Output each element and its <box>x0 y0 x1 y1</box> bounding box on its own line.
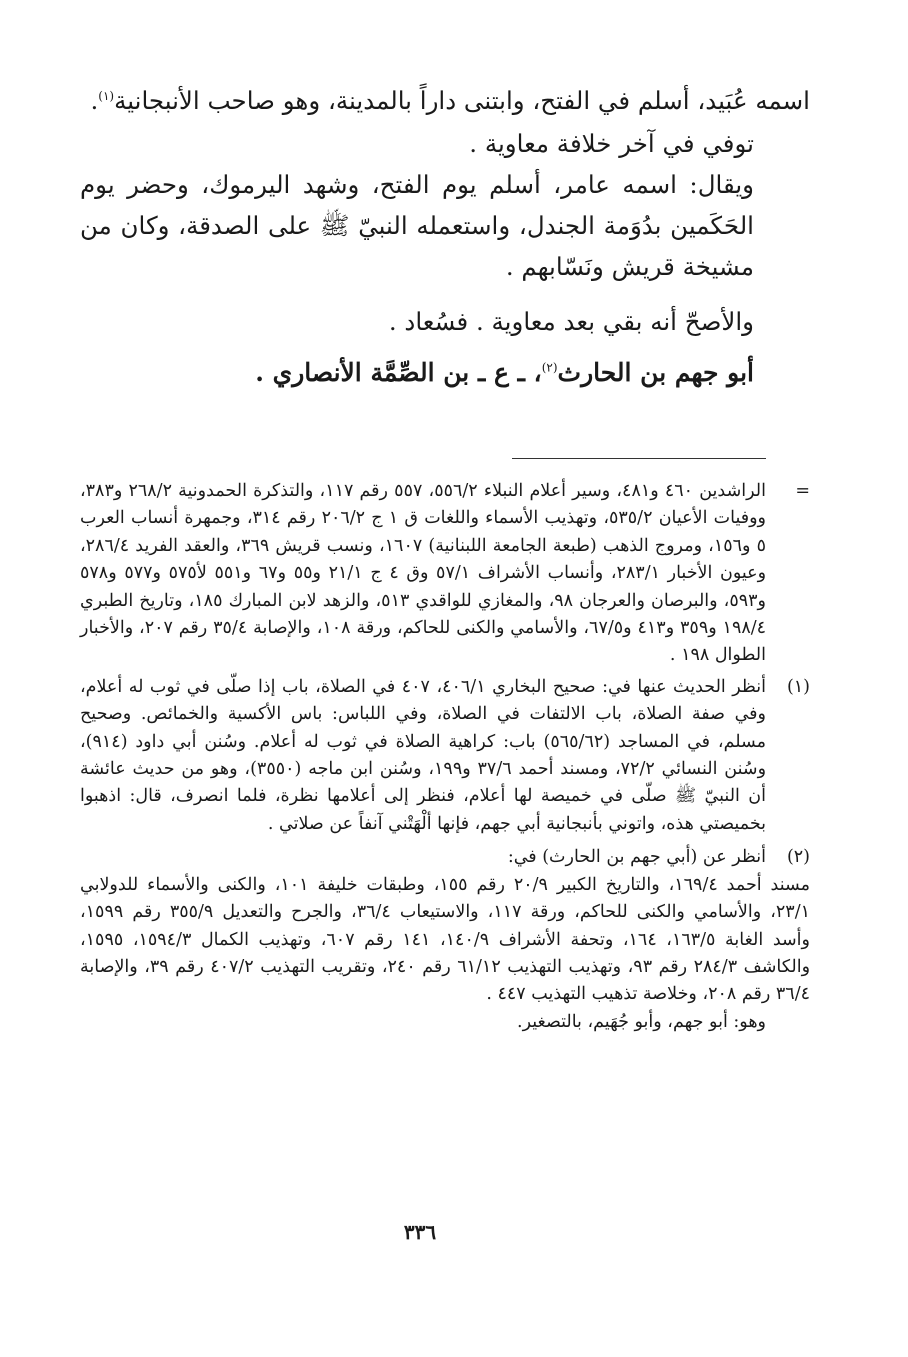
entry-heading-name: أبو جهم بن الحارث <box>557 358 754 387</box>
entry-heading <box>80 352 810 393</box>
paragraph-death: توفي في آخر خلافة معاوية . <box>469 129 754 158</box>
page-number: ٣٣٦ <box>403 1220 437 1244</box>
footnote-2-marker: (٢) <box>786 847 810 868</box>
footnote-continuation-marker: = <box>795 481 810 501</box>
footnote-continuation-text: الراشدين ٤٦٠ و٤٨١، وسير أعلام النبلاء ٥٥٦/٢، ٥٥٧ رقم ١١٧، والتذكرة الحمدونية ٢٦٨/٢ و٣٨٣، ووفيات الأعيان ٥٣٥/٢، وتهذيب الأسماء واللغات ق ١ ج ٢٠٦/٢ رقم ٣١٤، وجمهرة أنساب العرب ٥ و١٥٦، ومروج الذهب (طبعة الجامعة اللبنانية) ١٦٠٧، ونسب قريش ٣٦٩، والعقد الفريد ٢٨٦/٤، وعيون الأخبار ٢٨٣/١، وأنساب الأشراف ٥٧/١ وق ٤ ج ٢١/١ و٥٥ و٦٧ و٥٥١ لأ٥٧٥ و٥٧٧ و٥٧٨ و٥٩٣، والبرصان والعرجان ٩٨، والمغازي للواقدي ٥١٣، والزهد لابن المبارك ١٨٥، وتاريخ الطبري ١٩٨/٤ و٣٥٩ و٤١٣ و٦٧/٥، والأسامي والكنى للحاكم، ورقة ١٠٨، والإصابة ٣٥/٤ رقم ٢٠٧، والأخبار الطوال ١٩٨ . <box>80 481 767 666</box>
main-text <box>80 80 810 393</box>
footnote-ref-2[interactable]: (٢) <box>541 360 558 375</box>
footnotes <box>80 478 810 1036</box>
footnote-2 <box>80 844 810 1036</box>
footnote-1-text: أنظر الحديث عنها في: صحيح البخاري ٤٠٦/١، ٤٠٧ في الصلاة، باب إذا صلّى في ثوب له أعلام، وفي صفة الصلاة، باب الالتفات في الصلاة، وفي اللباس: باس الأكسية والخمائص. وصحيح مسلم، في المساجد (٥٦٥/٦٢) باب: كراهية الصلاة في ثوب له أعلام. وسُنن أبي داود (٩١٤)، وسُنن النسائي ٧٢/٢، ومسند أحمد ٣٧/٦ و١٩٩، وسُنن ابن ماجه (٣٥٥٠)، وهو من حديث عائشة أن النبيّ ﷺ صلّى في خميصة لها أعلام، فنظر إلى أعلامها نظرة، فلما انصرف، قال: اذهبوا بخميصتي هذه، واتوني بأنبجانية أبي جهم، فإنها ألْهَتْني آنفاً عن صلاتي . <box>80 676 767 834</box>
paragraph-amir: ويقال: اسمه عامر، أسلم يوم الفتح، وشهد اليرموك، وحضر يوم الحَكَمين بدُوَمة الجندل، واستعمله النبيّ ﷺ على الصدقة، وكان من مشيخة قريش ونَسّابهم . <box>80 170 754 281</box>
footnote-2-extra: وهو: أبو جهم، وأبو جُهَيم، بالتصغير. <box>517 1011 766 1032</box>
footnote-continuation <box>80 478 810 670</box>
footnote-2-intro: أنظر عن (أبي جهم بن الحارث) في: <box>507 847 766 868</box>
footnote-divider <box>512 458 766 459</box>
entry-heading-rest: بن الصِّمَّة الأنصاري . <box>255 358 470 387</box>
footnote-1 <box>80 674 810 838</box>
paragraph-ubayd <box>80 80 810 121</box>
paragraph-ubayd-end: . <box>90 86 99 115</box>
paragraph-correct-view: والأصحّ أنه بقي بعد معاوية . فسُعاد . <box>388 307 754 336</box>
footnote-1-marker: (١) <box>786 676 810 697</box>
footnote-ref-1[interactable]: (١) <box>98 88 115 103</box>
entry-heading-separator: ، ـ ع ـ <box>469 358 542 387</box>
paragraph-ubayd-text: اسمه عُبَيد، أسلم في الفتح، وابتنى داراً بالمدينة، وهو صاحب الأنبجانية <box>114 86 810 115</box>
footnote-2-sources: مسند أحمد ١٦٩/٤، والتاريخ الكبير ٢٠/٩ رقم ١٥٥، وطبقات خليفة ١٠١، والكنى والأسماء للدولابي ٢٣/١، والأسامي والكنى للحاكم، ورقة ١١٧، والاستيعاب ٣٦/٤، والجرح والتعديل ٣٥٥/٩ رقم ١٥٩٩، وأسد الغابة ١٦٣/٥، ١٦٤، وتحفة الأشراف ١٤٠/٩، ١٤١ رقم ٦٠٧، وتهذيب الكمال ١٥٩٤/٣، ١٥٩٥، والكاشف ٢٨٤/٣ رقم ٩٣، وتهذيب التهذيب ٦١/١٢ رقم ٢٤٠، وتقريب التهذيب ٤٠٧/٢ رقم ٣٩، والإصابة ٣٦/٤ رقم ٢٠٨، وخلاصة تذهيب التهذيب ٤٤٧ . <box>80 874 811 1005</box>
